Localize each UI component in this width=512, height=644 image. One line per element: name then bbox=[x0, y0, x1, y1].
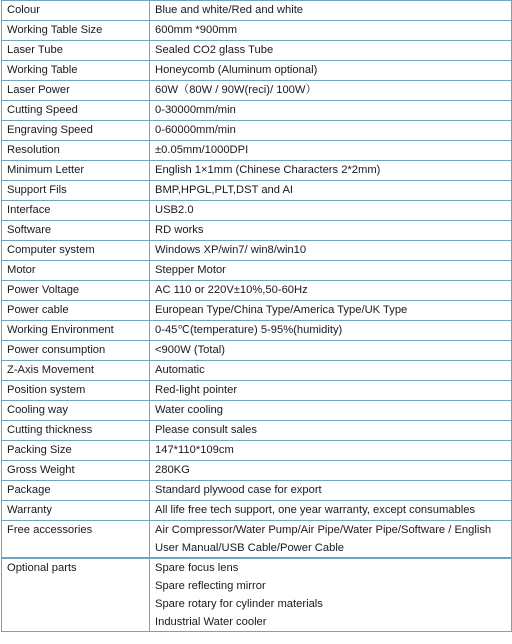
spec-label: Motor bbox=[7, 264, 36, 276]
spec-value-cell bbox=[150, 1, 512, 21]
spec-label-cell bbox=[2, 181, 150, 201]
spec-label: Cooling way bbox=[7, 404, 68, 416]
spec-value: Spare rotary for cylinder materials bbox=[155, 598, 323, 610]
spec-label: Working Table bbox=[7, 64, 78, 76]
spec-label-cell bbox=[2, 361, 150, 381]
spec-label-cell bbox=[2, 341, 150, 361]
spec-row bbox=[2, 61, 512, 81]
spec-label: Cutting Speed bbox=[7, 104, 78, 116]
spec-row bbox=[2, 361, 512, 381]
spec-label-cell bbox=[2, 221, 150, 241]
spec-value-cell bbox=[150, 461, 512, 481]
spec-label: Power cable bbox=[7, 304, 69, 316]
spec-row bbox=[2, 221, 512, 241]
spec-value: Please consult sales bbox=[155, 424, 257, 436]
spec-value-cell bbox=[150, 301, 512, 321]
spec-value-cell bbox=[150, 21, 512, 41]
spec-row bbox=[2, 241, 512, 261]
spec-row bbox=[2, 161, 512, 181]
spec-label-cell bbox=[2, 121, 150, 141]
spec-label-cell bbox=[2, 558, 150, 632]
spec-label: Minimum Letter bbox=[7, 164, 85, 176]
spec-value-cell bbox=[150, 521, 512, 559]
spec-label: Resolution bbox=[7, 144, 60, 156]
spec-row bbox=[2, 461, 512, 481]
spec-value: RD works bbox=[155, 224, 204, 236]
spec-label-cell bbox=[2, 521, 150, 559]
spec-value: USB2.0 bbox=[155, 204, 194, 216]
spec-row bbox=[2, 121, 512, 141]
spec-value-cell bbox=[150, 141, 512, 161]
spec-row bbox=[2, 321, 512, 341]
spec-label-cell bbox=[2, 241, 150, 261]
spec-label: Position system bbox=[7, 384, 86, 396]
spec-value: European Type/China Type/America Type/UK Type bbox=[155, 304, 408, 316]
spec-value: <900W (Total) bbox=[155, 344, 225, 356]
spec-row bbox=[2, 501, 512, 521]
spec-label: Gross Weight bbox=[7, 464, 75, 476]
spec-label-cell bbox=[2, 381, 150, 401]
spec-row bbox=[2, 21, 512, 41]
spec-label: Cutting thickness bbox=[7, 424, 93, 436]
spec-label-cell bbox=[2, 101, 150, 121]
spec-value-cell bbox=[150, 281, 512, 301]
spec-value: Air Compressor/Water Pump/Air Pipe/Water Pipe/Software / English bbox=[155, 524, 492, 536]
spec-value: User Manual/USB Cable/Power Cable bbox=[155, 542, 345, 554]
spec-row bbox=[2, 261, 512, 281]
spec-label-cell bbox=[2, 281, 150, 301]
spec-label-cell bbox=[2, 41, 150, 61]
spec-label: Working Table Size bbox=[7, 24, 103, 36]
spec-value: English 1×1mm (Chinese Characters 2*2mm) bbox=[155, 164, 381, 176]
spec-row bbox=[2, 421, 512, 441]
spec-label-cell bbox=[2, 321, 150, 341]
spec-label: Laser Power bbox=[7, 84, 70, 96]
spec-value: AC 110 or 220V±10%,50-60Hz bbox=[155, 284, 308, 296]
spec-label-cell bbox=[2, 21, 150, 41]
spec-label: Power consumption bbox=[7, 344, 106, 356]
spec-value-cell bbox=[150, 61, 512, 81]
spec-label: Power Voltage bbox=[7, 284, 80, 296]
spec-row bbox=[2, 41, 512, 61]
spec-value: 0-45℃(temperature) 5-95%(humidity) bbox=[155, 324, 343, 336]
spec-label: Packing Size bbox=[7, 444, 72, 456]
spec-value: 0-30000mm/min bbox=[155, 104, 236, 116]
spec-label-cell bbox=[2, 421, 150, 441]
spec-row bbox=[2, 521, 512, 559]
spec-label: Package bbox=[7, 484, 51, 496]
spec-value: ±0.05mm/1000DPI bbox=[155, 144, 249, 156]
spec-value-cell bbox=[150, 321, 512, 341]
spec-row bbox=[2, 201, 512, 221]
spec-row bbox=[2, 558, 512, 632]
spec-row bbox=[2, 301, 512, 321]
spec-label: Warranty bbox=[7, 504, 52, 516]
spec-value: 280KG bbox=[155, 464, 190, 476]
spec-value-cell bbox=[150, 558, 512, 632]
spec-label-cell bbox=[2, 141, 150, 161]
spec-label-cell bbox=[2, 1, 150, 21]
spec-row bbox=[2, 401, 512, 421]
spec-row bbox=[2, 381, 512, 401]
spec-value-cell bbox=[150, 501, 512, 521]
spec-value: Industrial Water cooler bbox=[155, 616, 267, 628]
spec-value-cell bbox=[150, 121, 512, 141]
spec-value: Standard plywood case for export bbox=[155, 484, 322, 496]
spec-label: Colour bbox=[7, 4, 40, 16]
spec-value-cell bbox=[150, 81, 512, 101]
spec-label-cell bbox=[2, 401, 150, 421]
spec-value: Windows XP/win7/ win8/win10 bbox=[155, 244, 307, 256]
spec-value-cell bbox=[150, 481, 512, 501]
spec-value: Sealed CO2 glass Tube bbox=[155, 44, 274, 56]
spec-value: Red-light pointer bbox=[155, 384, 238, 396]
spec-label: Working Environment bbox=[7, 324, 114, 336]
spec-label-cell bbox=[2, 441, 150, 461]
spec-label: Software bbox=[7, 224, 52, 236]
spec-value-cell bbox=[150, 381, 512, 401]
spec-row bbox=[2, 341, 512, 361]
spec-value: 600mm *900mm bbox=[155, 24, 238, 36]
spec-value-cell bbox=[150, 361, 512, 381]
spec-label-cell bbox=[2, 61, 150, 81]
spec-row bbox=[2, 281, 512, 301]
spec-label-cell bbox=[2, 481, 150, 501]
spec-row bbox=[2, 181, 512, 201]
spec-value: Stepper Motor bbox=[155, 264, 226, 276]
spec-value: All life free tech support, one year warranty, except consumables bbox=[155, 504, 476, 516]
spec-value: Honeycomb (Aluminum optional) bbox=[155, 64, 318, 76]
spec-value: Blue and white/Red and white bbox=[155, 4, 304, 16]
spec-value-cell bbox=[150, 161, 512, 181]
spec-value: Water cooling bbox=[155, 404, 223, 416]
spec-label-cell bbox=[2, 261, 150, 281]
spec-label-cell bbox=[2, 161, 150, 181]
spec-value: 0-60000mm/min bbox=[155, 124, 236, 136]
spec-label-cell bbox=[2, 81, 150, 101]
spec-value-cell bbox=[150, 41, 512, 61]
spec-value: Spare reflecting mirror bbox=[155, 580, 266, 592]
spec-value-cell bbox=[150, 181, 512, 201]
spec-row bbox=[2, 101, 512, 121]
spec-label: Z-Axis Movement bbox=[7, 364, 95, 376]
spec-value-cell bbox=[150, 341, 512, 361]
spec-row bbox=[2, 1, 512, 21]
spec-label-cell bbox=[2, 301, 150, 321]
spec-label: Computer system bbox=[7, 244, 95, 256]
spec-value-cell bbox=[150, 441, 512, 461]
spec-label: Support Fils bbox=[7, 184, 67, 196]
spec-row bbox=[2, 81, 512, 101]
spec-table-body bbox=[2, 1, 512, 632]
spec-row bbox=[2, 441, 512, 461]
spec-value: Automatic bbox=[155, 364, 205, 376]
spec-label: Interface bbox=[7, 204, 51, 216]
spec-row bbox=[2, 141, 512, 161]
spec-value-cell bbox=[150, 421, 512, 441]
spec-value: BMP,HPGL,PLT,DST and AI bbox=[155, 184, 294, 196]
spec-value-cell bbox=[150, 101, 512, 121]
spec-label: Optional parts bbox=[7, 562, 77, 574]
spec-label-cell bbox=[2, 501, 150, 521]
spec-label: Laser Tube bbox=[7, 44, 63, 56]
spec-value-cell bbox=[150, 261, 512, 281]
spec-value: Spare focus lens bbox=[155, 562, 239, 574]
spec-value-cell bbox=[150, 221, 512, 241]
spec-label: Free accessories bbox=[7, 524, 93, 536]
spec-table bbox=[1, 0, 512, 632]
spec-row bbox=[2, 481, 512, 501]
spec-value-cell bbox=[150, 241, 512, 261]
spec-label-cell bbox=[2, 201, 150, 221]
spec-label-cell bbox=[2, 461, 150, 481]
spec-label: Engraving Speed bbox=[7, 124, 93, 136]
spec-value: 60W（80W / 90W(reci)/ 100W） bbox=[155, 84, 317, 96]
spec-value-cell bbox=[150, 401, 512, 421]
spec-value: 147*110*109cm bbox=[155, 444, 234, 456]
spec-value-cell bbox=[150, 201, 512, 221]
